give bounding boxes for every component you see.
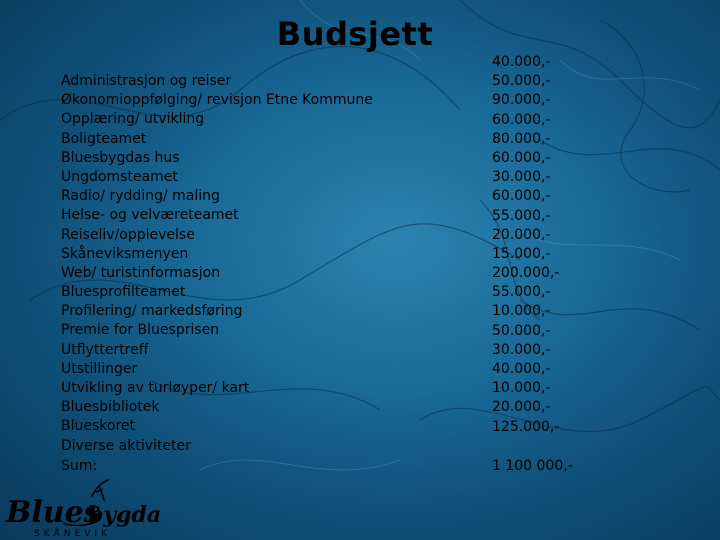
budget-item-amount: 10.000,- [492, 303, 551, 320]
budget-item-amount: 55.000,- [492, 207, 551, 224]
budget-item-amount: 30.000,- [492, 169, 551, 186]
budget-item-label: Reiseliv/opplevelse [61, 226, 195, 243]
budget-item-amount: 55.000,- [492, 284, 551, 301]
svg-text:SKÅNEVIK: SKÅNEVIK [34, 529, 111, 539]
budget-item-label: Blueskoret [61, 418, 135, 435]
budget-item-amount: 200.000,- [492, 265, 560, 282]
budget-item-label: Bluesprofilteamet [61, 284, 186, 301]
budget-item-amount: 90.000,- [492, 92, 551, 109]
budget-amount-list [492, 53, 559, 437]
budget-item-amount: 50.000,- [492, 73, 551, 90]
budget-item-amount: 10.000,- [492, 380, 551, 397]
budget-item-label: Radio/ rydding/ maling [61, 188, 220, 205]
budget-item-label: Opplæring/ utvikling [61, 111, 205, 128]
budget-item-amount: 20.000,- [492, 399, 551, 416]
budget-item-label: Diverse aktiviteter [61, 437, 191, 454]
budget-item-label: Utvikling av turløyper/ kart [61, 380, 250, 396]
budget-item-label: Administrasjon og reiser [61, 73, 232, 89]
page-title: Budsjett [276, 15, 434, 53]
budget-item-list [61, 72, 373, 456]
sum-value: 1 100 000,- [492, 458, 573, 474]
budget-item-label: Utflyttertreff [61, 341, 149, 358]
budget-item-label: Utstillinger [61, 360, 138, 377]
sum-label: Sum: [61, 458, 98, 474]
budget-item-amount: 60.000,- [492, 111, 551, 128]
svg-text:bygda: bygda [88, 502, 162, 528]
budget-item-label: Helse- og velværeteamet [61, 207, 239, 224]
budget-item-amount: 50.000,- [492, 322, 551, 339]
budget-item-label: Bluesbygdas hus [61, 149, 180, 166]
bluesbygda-logo [4, 478, 164, 540]
svg-text:Blues: Blues [6, 495, 101, 530]
budget-item-label: Ungdomsteamet [61, 168, 178, 185]
budget-item-label: Boligteamet [61, 130, 147, 147]
budget-item-amount: 60.000,- [492, 149, 551, 166]
budget-item-amount: 80.000,- [492, 130, 551, 147]
budget-item-label: Bluesbibliotek [61, 399, 160, 416]
budget-item-amount: 40.000,- [492, 361, 551, 377]
budget-item-label: Økonomioppfølging/ revisjon Etne Kommune [61, 92, 373, 109]
budget-item-amount: 30.000,- [492, 341, 551, 358]
budget-item-amount: 60.000,- [492, 188, 551, 205]
budget-item-label: Premie for Bluesprisen [61, 322, 220, 339]
budget-item-label: Skåneviksmenyen [61, 245, 189, 262]
budget-item-amount: 40.000,- [492, 54, 551, 70]
budget-item-amount: 125.000,- [492, 418, 560, 435]
budget-item-amount: 15.000,- [492, 245, 551, 262]
budget-item-amount: 20.000,- [492, 226, 551, 243]
budget-item-label: Web/ turistinformasjon [61, 264, 221, 281]
budget-item-label: Profilering/ markedsføring [61, 303, 243, 320]
